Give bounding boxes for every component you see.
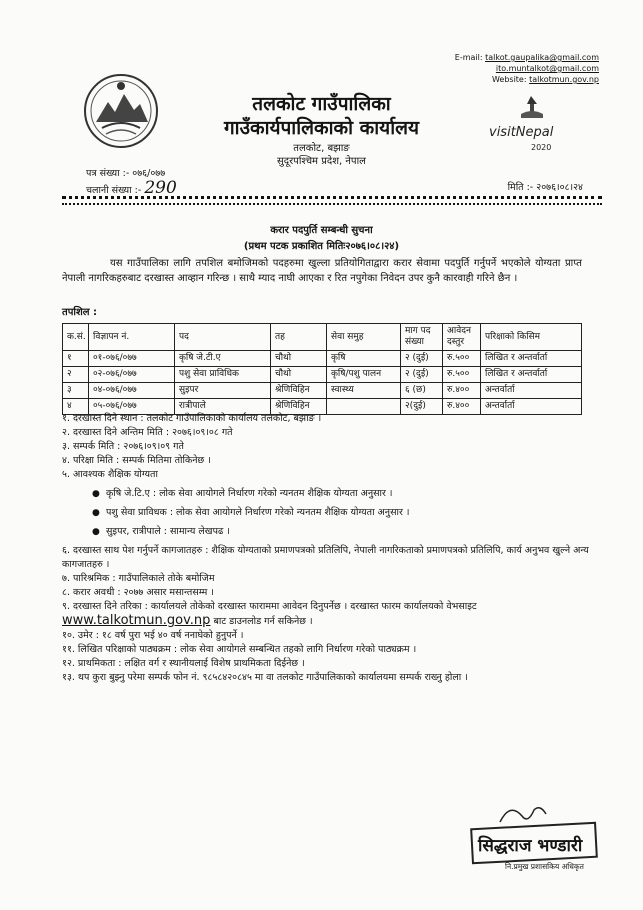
cell: ०५-०७६/०७७: [89, 399, 175, 415]
cell: लिखित र अन्तर्वार्ता: [481, 351, 582, 367]
cell: रु.५००: [443, 367, 481, 383]
table-row: [63, 383, 582, 399]
header-divider: [62, 196, 602, 205]
list-item: ४. परिक्षा मिति : सम्पर्क मितिमा तोकिनेछ ।: [62, 455, 211, 466]
list-item: [62, 600, 592, 629]
visit-nepal-logo: [487, 92, 577, 154]
qualification-text: सुइपर, रात्रीपाले : सामान्य लेखपढ ।: [106, 526, 230, 537]
list-item: २. दरखास्त दिने अन्तिम मिति : २०७६।०९।०८ गते: [62, 427, 233, 438]
cell: ४: [63, 399, 89, 415]
cell: ०२-०७६/०७७: [89, 367, 175, 383]
qualification-text: पशु सेवा प्राविधक : लोक सेवा आयोगले निर्धारण गरेको न्यनतम शैक्षिक योग्यता अनुसार ।: [106, 507, 410, 518]
cell: चौथो: [271, 367, 327, 383]
cell: सुइपर: [175, 383, 271, 399]
qualification-item: [92, 506, 592, 520]
header-serial: क.सं.: [63, 324, 89, 351]
list-item: ६. दरखास्त साथ पेश गर्नुपर्ने कागजातहरु : शैक्षिक योग्यताको प्रमाणपत्रको प्रतिलिपि, नेपाली नागरिकताको प्रमाणपत्रको प्रतिलिपि, कार्य अनुभव खुल्ने अन्य कागजातहरु ।: [62, 545, 589, 570]
list-item: १०. उमेर : १८ वर्ष पुरा भई ४० वर्ष ननाघेको हुनुपर्ने ।: [62, 630, 244, 641]
visit-nepal-year: 2020: [531, 143, 552, 152]
cell: श्रेणिविहिन: [271, 383, 327, 399]
office-subtitle: गाउँकार्यपालिकाको कार्यालय: [223, 117, 420, 139]
cell: २ (दुई): [401, 351, 443, 367]
bullet-icon: ●: [92, 489, 100, 499]
email-link-1[interactable]: talkot.gaupalika@gmail.com: [485, 53, 599, 62]
table-row: [63, 351, 582, 367]
cell: रु.४००: [443, 399, 481, 415]
method-text: ९. दरखास्त दिने तरिका : कार्यालयले तोकेको दरखास्त फाराममा आवेदन दिनुपर्नेछ । दरखास्त फारम कार्यालयको वेभसाइट: [62, 601, 477, 612]
table-label: तपशिल :: [62, 307, 98, 318]
list-item: ३. सम्पर्क मिति : २०७६।०९।०९ गते: [62, 441, 184, 452]
website-url-link[interactable]: www.talkotmun.gov.np: [62, 613, 211, 628]
cell: पशु सेवा प्राविधिक: [175, 367, 271, 383]
cell: ०१-०७६/०७७: [89, 351, 175, 367]
cell: लिखित र अन्तर्वार्ता: [481, 367, 582, 383]
cell: १: [63, 351, 89, 367]
office-name: तलकोट गाउँपालिका: [252, 93, 391, 115]
bullet-icon: ●: [92, 508, 100, 518]
list-item: ७. पारिश्रमिक : गाउँपालिकाले तोके बमोजिम: [62, 573, 215, 584]
cell: २ (दुई): [401, 367, 443, 383]
header-posts-count: माग पद संख्या: [401, 324, 443, 351]
cell: रात्रीपाले: [175, 399, 271, 415]
conditions-list: [62, 412, 592, 685]
contact-block: [399, 52, 599, 85]
cell: २(दुई): [401, 399, 443, 415]
address-line-1: तलकोट, बझाङ: [293, 143, 350, 154]
cell: कृषि जे.टी.ए: [175, 351, 271, 367]
dispatch-no-label: चलानी संख्या :-: [86, 185, 142, 196]
header-service-group: सेवा समुह: [327, 324, 401, 351]
address-line-2: सुदूरपश्चिम प्रदेश, नेपाल: [277, 156, 366, 167]
visit-nepal-text: visitNepal: [489, 125, 554, 140]
reference-block: [86, 167, 177, 198]
cell: रु.५००: [443, 351, 481, 367]
qualification-item: [92, 487, 592, 501]
cell: चौथो: [271, 351, 327, 367]
date-block: [508, 180, 583, 193]
date-label: मिति :-: [507, 182, 534, 193]
cell: ३: [63, 383, 89, 399]
notice-subtitle: (प्रथम पटक प्रकाशित मितिः२०७६।०८।२४): [243, 241, 400, 252]
header-exam-type: परिक्षाको किसिम: [481, 324, 582, 351]
header-level: तह: [271, 324, 327, 351]
letter-no-label: पत्र संख्या :-: [86, 168, 130, 179]
notice-paragraph: यस गाउँपालिका लागि तपशिल बमोजिमको पदहरुमा खुल्ला प्रतियोगिताद्वारा करार सेवामा पदपुर्ति गर्नुपर्ने भएकोले योग्यता प्राप्त नेपाली नागरिकहरुबाट दरखास्त आव्हान गरिन्छ । साथै म्याद नाघी आएका र रित नपुगेका निवेदन उपर कुनै कारवाही गरिने छैन ।: [62, 258, 582, 284]
cell: श्रेणिविहिन: [271, 399, 327, 415]
cell: अन्तर्वार्ता: [481, 399, 582, 415]
email-link-2[interactable]: ito.muntalkot@gmail.com: [495, 64, 599, 73]
table-header-row: [63, 324, 582, 351]
cell: ०४-०७६/०७७: [89, 383, 175, 399]
cell: रु.४००: [443, 383, 481, 399]
cell: कृषि/पशु पालन: [327, 367, 401, 383]
vacancy-table: [62, 323, 582, 415]
cell: कृषि: [327, 351, 401, 367]
list-item: १३. थप कुरा बुझ्नु परेमा सम्पर्क फोन नं. ९८५८४२०८४५ मा वा तलकोट गाउँपालिकाको कार्यालयमा सम्पर्क राख्नु होला ।: [62, 672, 468, 683]
website-link[interactable]: talkotmun.gov.np: [529, 75, 599, 84]
website-label: Website:: [491, 75, 527, 84]
cell: ६ (छ): [401, 383, 443, 399]
cell: अन्तर्वार्ता: [481, 383, 582, 399]
header-advert-no: विज्ञापन नं.: [89, 324, 175, 351]
header-fee: आवेदन दस्तुर: [443, 324, 481, 351]
email-label: E-mail:: [454, 53, 483, 62]
cell: स्वास्थ्य: [327, 383, 401, 399]
qualification-text: कृषि जे.टि.ए : लोक सेवा आयोगले निर्धारण गरेको न्यनतम शैक्षिक योग्यता अनुसार ।: [106, 488, 393, 499]
letter-no-value: ०७६/०७७: [132, 168, 166, 179]
cell: २: [63, 367, 89, 383]
date-value: २०७६।०८।२४: [536, 182, 583, 193]
dispatch-no-value: 290: [144, 178, 177, 198]
list-item: १. दरखास्त दिने स्थान : तलकोट गाउँपालिकाको कार्यालय तलकोट, बझाङ ।: [62, 413, 322, 424]
method-text-end: बाट डाउनलोड गर्न सकिनेछ ।: [213, 616, 313, 627]
list-item: ५. आवश्यक शैक्षिक योग्यता: [62, 469, 158, 480]
signatory-title: नि.प्रमुख प्रशासकिय अधिकृत: [505, 862, 584, 871]
list-item: ११. लिखित परिक्षाको पाठ्यक्रम : लोक सेवा आयोगले सम्बन्धित तहको लागि निर्धारण गरेको पाठ्यक्रम ।: [62, 644, 417, 655]
notice-title: करार पदपुर्ति सम्बन्धी सुचना: [270, 225, 373, 236]
bullet-icon: ●: [92, 527, 100, 537]
table-row: [63, 367, 582, 383]
list-item: ८. करार अवधी : २०७७ असार मसान्तसम्म ।: [62, 587, 214, 598]
header-post: पद: [175, 324, 271, 351]
list-item: १२. प्राथमिकता : लक्षित वर्ग र स्थानीयलाई विशेष प्राथमिकता दिईनेछ ।: [62, 658, 305, 669]
signatory-name: सिद्धराज भण्डारी: [478, 836, 583, 856]
qualification-item: [92, 525, 592, 539]
